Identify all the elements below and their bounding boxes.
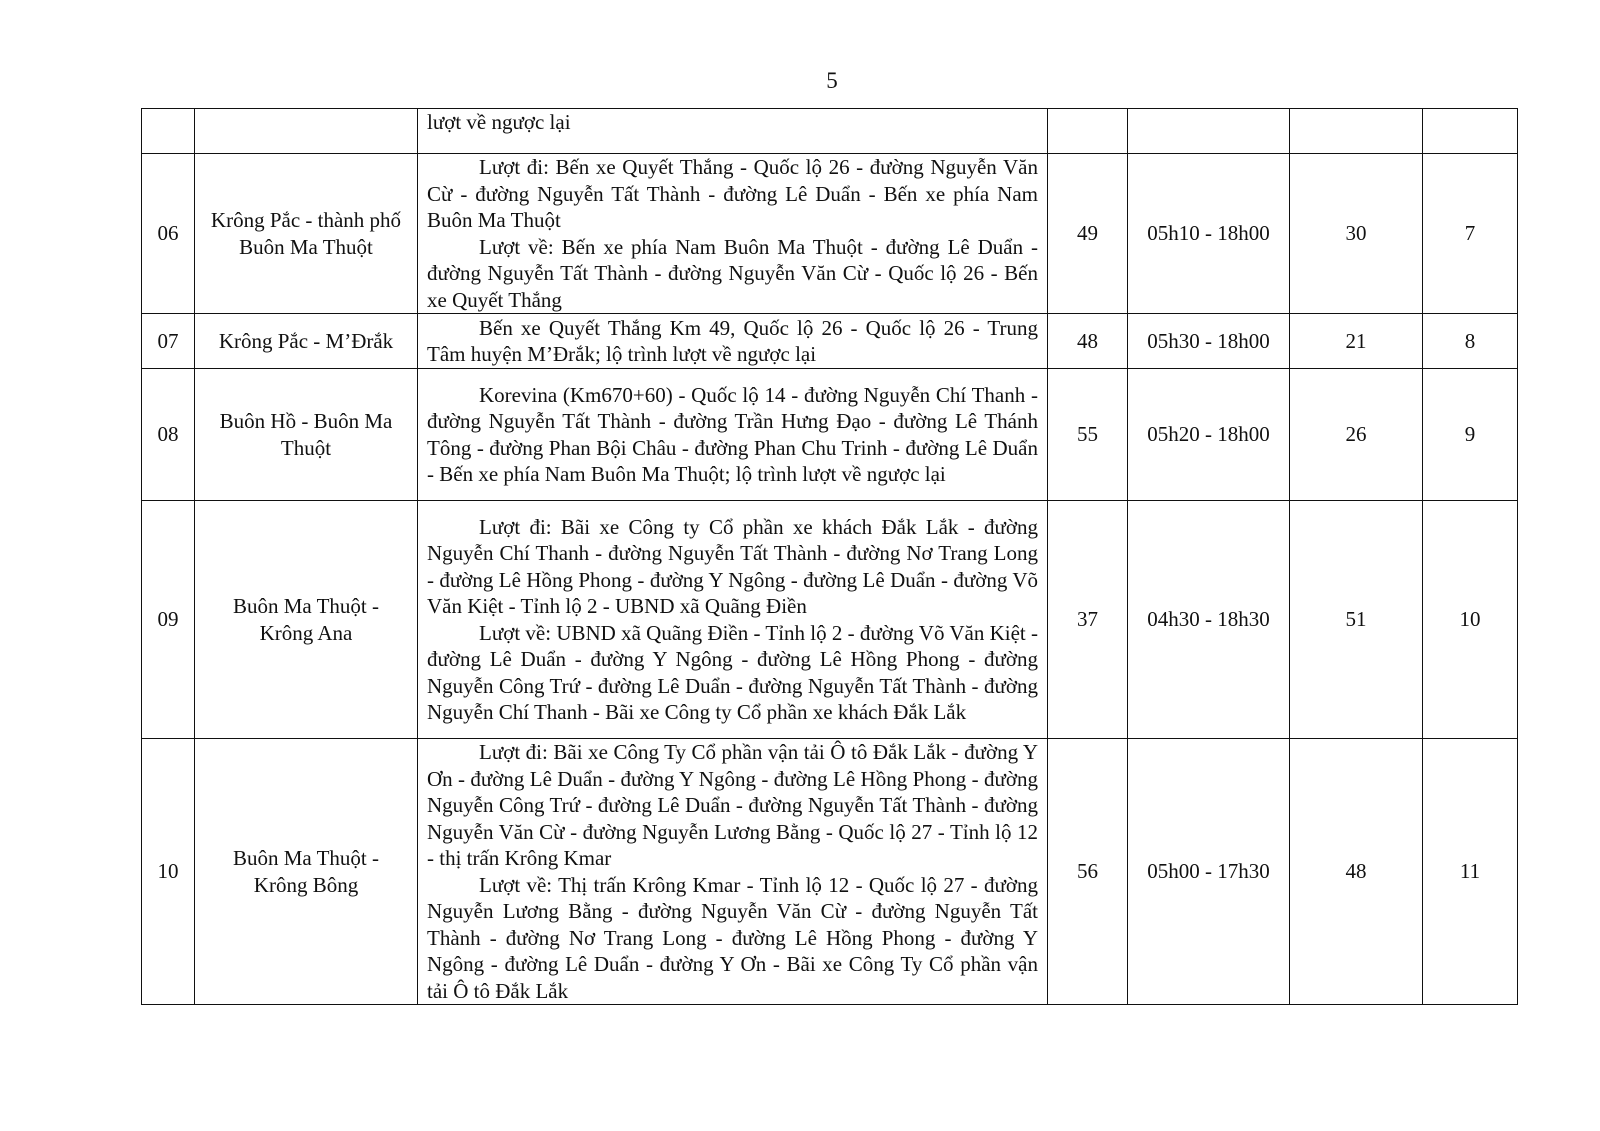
bus-route-table [141,108,1518,1005]
route-segment-return: Lượt về: Thị trấn Krông Kmar - Tỉnh lộ 12 - Quốc lộ 27 - đường Nguyễn Lương Bằng - đường Nguyễn Văn Cừ - đường Nguyễn Tất Thành - đường Nơ Trang Long - đường Lê Hồng Phong - đường Y Ngông - đường Lê Duẩn - đường Y Ơn - Bãi xe Công Ty Cổ phần vận tải Ô tô Đắk Lắk [427,872,1038,1003]
trips-cell: 26 [1290,369,1423,501]
route-name-cell: Krông Pắc - thành phố Buôn Ma Thuột [195,154,418,314]
route-number-cell: 06 [142,154,195,314]
route-segment: Bến xe Quyết Thắng Km 49, Quốc lộ 26 - Quốc lộ 26 - Trung Tâm huyện M’Đrắk; lộ trình lượt về ngược lại [427,315,1038,366]
route-segment: Korevina (Km670+60) - Quốc lộ 14 - đường Nguyễn Chí Thanh - đường Nguyễn Tất Thành - đường Trần Hưng Đạo - đường Lê Thánh Tông - đường Phan Bội Châu - đường Phan Chu Trinh - đường Lê Duẩn - Bến xe phía Nam Buôn Ma Thuột; lộ trình lượt về ngược lại [427,382,1038,486]
trips-cell: 51 [1290,501,1423,739]
route-description-cell [418,109,1048,154]
index-cell: 9 [1423,369,1518,501]
trips-cell: 48 [1290,739,1423,1005]
operating-hours-cell: 05h20 - 18h00 [1128,369,1290,501]
route-description-cell [418,314,1048,369]
index-cell: 10 [1423,501,1518,739]
route-segment-return: Lượt về: UBND xã Quãng Điền - Tỉnh lộ 2 - đường Võ Văn Kiệt - đường Lê Duẩn - đường Y Ngông - đường Lê Hồng Phong - đường Nguyễn Công Trứ - đường Lê Duẩn - đường Nguyễn Tất Thành - đường Nguyễn Chí Thanh - Bãi xe Công ty Cổ phần xe khách Đắk Lắk [427,620,1038,724]
table-row [142,154,1518,314]
trips-cell: 30 [1290,154,1423,314]
index-cell [1423,109,1518,154]
route-number-cell: 09 [142,501,195,739]
trips-cell [1290,109,1423,154]
operating-hours-cell: 04h30 - 18h30 [1128,501,1290,739]
table-row [142,369,1518,501]
distance-cell: 56 [1048,739,1128,1005]
route-segment-outbound: Lượt đi: Bãi xe Công Ty Cổ phần vận tải Ô tô Đắk Lắk - đường Y Ơn - đường Lê Duẩn - đường Y Ngông - đường Lê Hồng Phong - đường Nguyễn Công Trứ - đường Lê Duẩn - đường Nguyễn Tất Thành - đường Nguyễn Văn Cừ - đường Nguyễn Lương Bằng - Quốc lộ 27 - Tỉnh lộ 12 - thị trấn Krông Kmar [427,740,1038,870]
route-number-cell: 10 [142,739,195,1005]
distance-cell: 55 [1048,369,1128,501]
route-name-cell: Buôn Hồ - Buôn Ma Thuột [195,369,418,501]
index-cell: 8 [1423,314,1518,369]
table-row [142,501,1518,739]
route-name-cell: Krông Pắc - M’Đrắk [195,314,418,369]
distance-cell: 37 [1048,501,1128,739]
trips-cell: 21 [1290,314,1423,369]
distance-cell [1048,109,1128,154]
page-number: 5 [826,68,838,93]
route-segment-outbound: Lượt đi: Bãi xe Công ty Cổ phần xe khách Đắk Lắk - đường Nguyễn Chí Thanh - đường Nguyễn Tất Thành - đường Nơ Trang Long - đường Lê Hồng Phong - đường Y Ngông - đường Lê Duẩn - đường Võ Văn Kiệt - Tỉnh lộ 2 - UBND xã Quãng Điền [427,514,1038,618]
route-description-cell [418,501,1048,739]
route-name-cell: Buôn Ma Thuột - Krông Ana [195,501,418,739]
route-name-cell [195,109,418,154]
route-name-cell: Buôn Ma Thuột - Krông Bông [195,739,418,1005]
route-description-cell [418,369,1048,501]
table-row [142,109,1518,154]
operating-hours-cell: 05h10 - 18h00 [1128,154,1290,314]
table-row [142,739,1518,1005]
route-description-cell [418,154,1048,314]
route-number-cell: 08 [142,369,195,501]
index-cell: 11 [1423,739,1518,1005]
distance-cell: 49 [1048,154,1128,314]
route-number-cell [142,109,195,154]
route-number-cell: 07 [142,314,195,369]
route-description-cell [418,739,1048,1005]
index-cell: 7 [1423,154,1518,314]
distance-cell: 48 [1048,314,1128,369]
table-row [142,314,1518,369]
operating-hours-cell: 05h00 - 17h30 [1128,739,1290,1005]
route-segment-return: Lượt về: Bến xe phía Nam Buôn Ma Thuột - đường Lê Duẩn - đường Nguyễn Tất Thành - đường Nguyễn Văn Cừ - Quốc lộ 26 - Bến xe Quyết Thắng [427,234,1038,312]
operating-hours-cell: 05h30 - 18h00 [1128,314,1290,369]
route-segment: lượt về ngược lại [427,110,571,134]
operating-hours-cell [1128,109,1290,154]
route-segment-outbound: Lượt đi: Bến xe Quyết Thắng - Quốc lộ 26 - đường Nguyễn Văn Cừ - đường Nguyễn Tất Thành - đường Lê Duẩn - Bến xe phía Nam Buôn Ma Thuột [427,155,1038,232]
